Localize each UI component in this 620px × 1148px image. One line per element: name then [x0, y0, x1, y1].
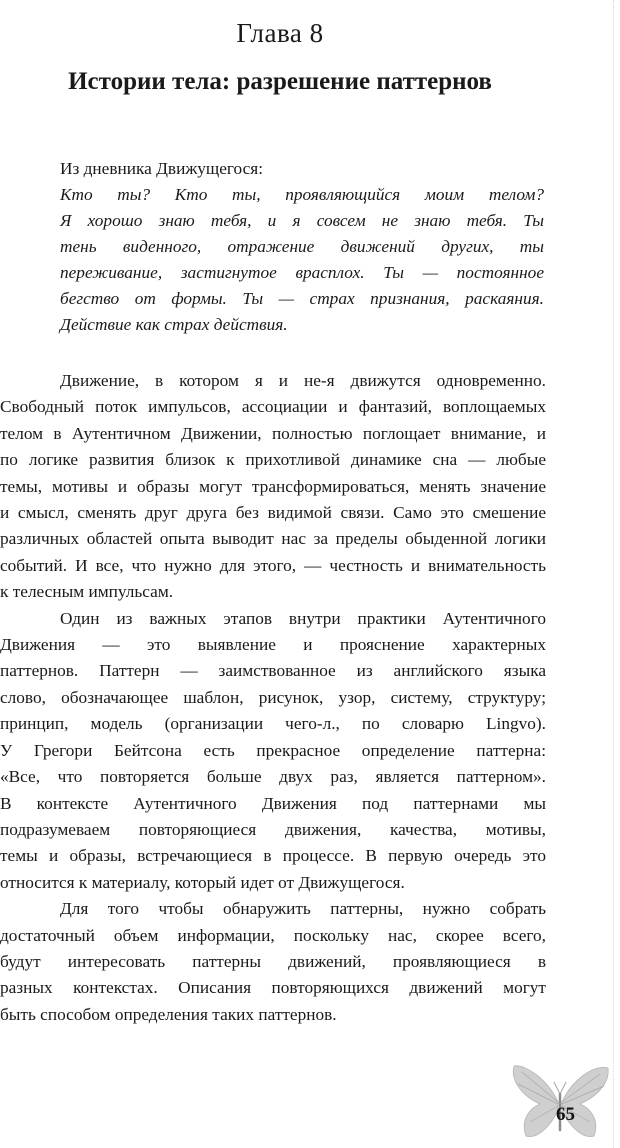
paragraph-line: подразумеваем повторяющиеся движения, качества, мотивы,: [0, 819, 546, 839]
paragraph-line: к телесным импульсам.: [0, 582, 174, 602]
paragraph-line: слово, обозначающее шаблон, рисунок, узор, систему, структуру;: [0, 687, 546, 707]
epigraph-line: бегство от формы. Ты — страх признания, раскаяния.: [60, 289, 544, 308]
paragraph-line: и смысл, сменять друг друга без видимой связи. Само это смешение: [0, 503, 546, 523]
butterfly-icon: [508, 1058, 612, 1148]
paragraph-line: В контексте Аутентичного Движения под паттернами мы: [0, 793, 546, 813]
paragraph-line: Свободный поток импульсов, ассоциации и фантазий, воплощаемых: [0, 397, 546, 417]
paragraph-line: по логике развития близок к прихотливой динамике сна — любые: [0, 450, 546, 470]
paragraph-line: Движения — это выявление и прояснение характерных: [0, 635, 546, 655]
paragraph-line: принцип, модель (организации чего-л., по словарю Lingvo).: [0, 714, 546, 734]
epigraph: [60, 156, 544, 338]
paragraph-line: разных контекстах. Описания повторяющихся движений могут: [0, 978, 546, 998]
paragraph-line: событий. И все, что нужно для этого, — честность и внимательность: [0, 555, 546, 575]
epigraph-line: тень виденного, отражение движений других, ты: [60, 237, 544, 256]
epigraph-line: Действие как страх действия.: [60, 315, 288, 334]
epigraph-line: Я хорошо знаю тебя, и я совсем не знаю тебя. Ты: [60, 211, 544, 230]
paragraph-line: Для того чтобы обнаружить паттерны, нужно собрать: [60, 899, 546, 919]
epigraph-source: Из дневника Движущегося:: [60, 159, 264, 178]
paragraph-line: Движение, в котором я и не-я движутся одновременно.: [60, 371, 546, 390]
paragraph-line: У Грегори Бейтсона есть прекрасное определение паттерна:: [0, 740, 546, 760]
paragraph-line: телом в Аутентичном Движении, полностью поглощает внимание, и: [0, 423, 546, 443]
chapter-title: Истории тела: разрешение паттернов: [68, 68, 492, 95]
paragraph-line: быть способом определения таких паттернов.: [0, 1004, 337, 1024]
epigraph-line: переживание, застигнутое врасплох. Ты — постоянное: [60, 263, 544, 282]
paragraph-line: достаточный объем информации, поскольку нас, скорее всего,: [0, 925, 546, 945]
paragraph-line: «Все, что повторяется больше двух раз, является паттерном».: [0, 767, 546, 787]
paragraph-line: темы, мотивы и образы могут трансформироваться, менять значение: [0, 476, 546, 496]
body-text: [0, 368, 546, 1028]
page-number: 65: [556, 1104, 575, 1125]
page-edge-divider: [613, 0, 620, 1148]
paragraph-line: относится к материалу, который идет от Движущегося.: [0, 872, 405, 892]
epigraph-line: Кто ты? Кто ты, проявляющийся моим телом?: [60, 185, 544, 204]
paragraph-line: будут интересовать паттерны движений, проявляющиеся в: [0, 951, 546, 971]
chapter-label: Глава 8: [236, 18, 324, 48]
paragraph-line: различных областей опыта выводит нас за пределы обыденной логики: [0, 529, 546, 549]
paragraph-line: паттернов. Паттерн — заимствованное из английского языка: [0, 661, 546, 681]
paragraph-line: Один из важных этапов внутри практики Аутентичного: [60, 608, 546, 628]
paragraph-line: темы и образы, встречающиеся в процессе. В первую очередь это: [0, 846, 546, 866]
